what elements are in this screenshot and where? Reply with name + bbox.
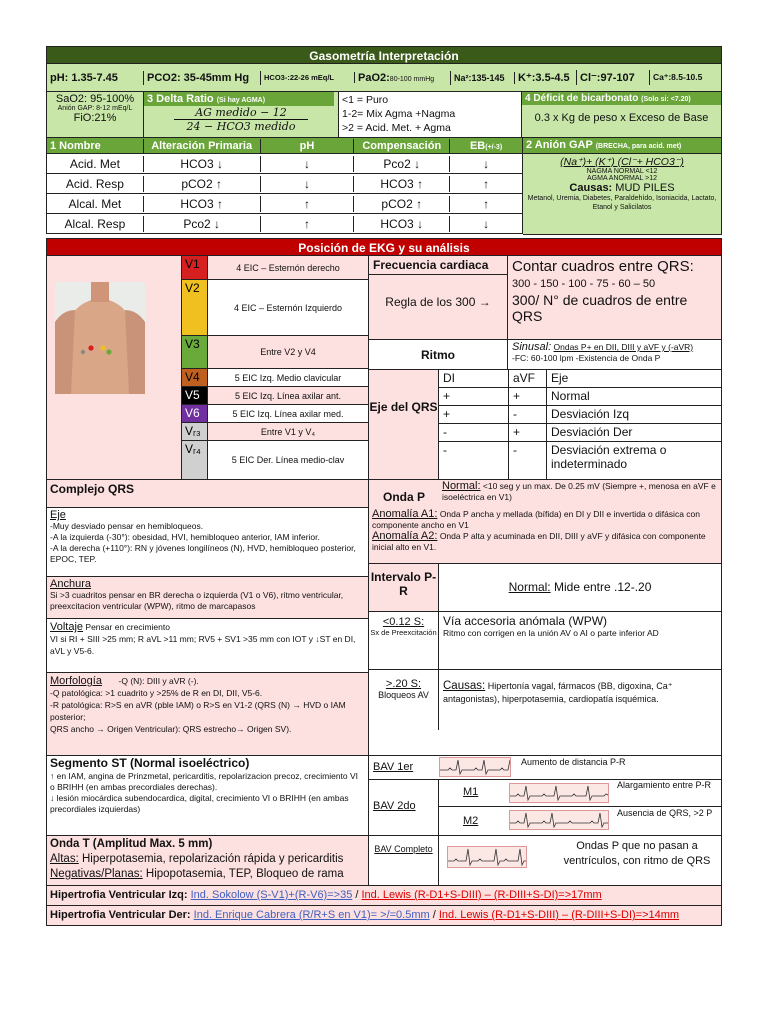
ag-anormal: AGMA ANORMAL >12 (587, 175, 657, 182)
eje-cell: + (509, 424, 547, 441)
gaso-eb: ↑ (483, 176, 490, 191)
electrode-v2 (100, 345, 105, 350)
wpw-text: Ritmo con corrigen en la unión AV o AI o parte inferior AD (443, 628, 659, 638)
hvi-lewis: Ind. Lewis (R-D1+S-DIII) – (R-DIII+S-DI)=>17mm (361, 889, 602, 901)
eje-row (439, 442, 721, 479)
causas-text: Hipertonía vagal, fármacos (BB, digoxina, Ca⁺ antagonistas), hiperpotasemia, cardiopatía isquémica. (443, 681, 673, 704)
h-compensacion: Compensación (354, 139, 450, 153)
delta-sub: (Si hay AGMA) (216, 97, 266, 104)
eje-cell: - (509, 406, 547, 423)
gaso-nombre: Alcal. Met (47, 196, 144, 212)
fc-seq: 300 - 150 - 100 - 75 - 60 – 50 (512, 278, 656, 290)
lead-position: 4 EIC – Esternón derecho (208, 256, 368, 279)
causas-label: Causas: (443, 680, 486, 692)
eje-row (439, 388, 721, 406)
ca: Ca⁺:8.5-10.5 (653, 72, 703, 82)
fc-formula: 300/ N° de cuadros de entre QRS (512, 292, 688, 324)
eje-cell: + (439, 406, 509, 423)
ag-normal: NAGMA NORMAL <12 (586, 168, 658, 175)
m2-strip (509, 810, 609, 830)
st-title: Segmento ST (Normal isoeléctrico) (50, 756, 250, 770)
gaso-compensacion: pCO2 ↑ (354, 196, 450, 212)
pr-012: <0.12 S: (382, 616, 425, 628)
eje-title: Eje del QRS (369, 370, 439, 479)
electrode-v1 (88, 345, 93, 350)
gaso-row (46, 174, 523, 194)
h-ph: pH (261, 139, 355, 153)
hvd-lewis: Ind. Lewis (R-D1+S-DIII) – (R-DIII+S-DI)=>14mm (438, 909, 680, 921)
ag-list: Metanol, Uremia, Diabetes, Paraldehído, Isoniacida, Lactato, Etanol y Salicilatos (527, 195, 717, 211)
negativas-text: Hipopotasemia, TEP, Bloqueo de rama (145, 868, 344, 880)
bavc-strip (447, 846, 527, 868)
bav1-strip (439, 757, 511, 777)
bav1-text: Aumento de distancia P-R (521, 757, 626, 767)
sinusal: Sinusal: (512, 340, 552, 353)
pr-normal: Normal: (508, 580, 551, 594)
lead-row (182, 405, 368, 423)
lead-label: V6 (182, 405, 208, 422)
lead-label: V2 (182, 280, 208, 335)
lead-position: 5 EIC Izq. Línea axilar ant. (208, 387, 368, 404)
eje-t1: -Muy desviado pensar en hemibloqueos. (50, 521, 204, 531)
delta-denominator: 24 − HCO3 medido (186, 120, 296, 133)
anion-gap-normal: Anión GAP: 8-12 mEq/L (57, 105, 133, 112)
lead-row (182, 280, 368, 336)
pco2: PCO2: 35-45mm Hg (144, 71, 261, 85)
delta-r2: 1-2= Mix Agma +Nagma (342, 108, 456, 120)
delta-r3: >2 = Acid. Met. + Agma (342, 122, 451, 134)
ekg-title: Posición de EKG y su análisis (46, 238, 722, 256)
fc-regla: Regla de los 300 → (385, 295, 491, 309)
lead-position: 5 EIC Der. Línea medio-clav (208, 441, 368, 479)
ag-formula: (Na⁺)+ (K⁺) (Cl⁻+ HCO3⁻) (560, 156, 684, 168)
h-alteracion: Alteración Primaria (144, 139, 261, 153)
gaso-compensacion: HCO3 ↓ (354, 216, 450, 232)
bav2: BAV 2do (369, 780, 439, 835)
eje-cell: - (439, 442, 509, 479)
eje-cell: Desviación Der (551, 425, 633, 439)
eje-cell: Desviación extrema o indeterminado (551, 443, 667, 471)
electrode-v3r (81, 350, 85, 354)
a1-text: Onda P ancha y mellada (bífida) en DI y DII e invertida o difásica con componente ancho en V1 (372, 509, 700, 530)
voltaje-text: VI si RI + SIII >25 mm; R aVL >11 mm; RV5 + SV1 >35 mm con IOT y ↓ST en DI, aVL y V5-6. (50, 634, 356, 656)
altas-text: Hiperpotasemia, repolarización rápida y pericarditis (81, 853, 344, 865)
lead-row (182, 387, 368, 405)
gaso-row (46, 194, 523, 214)
negativas-label: Negativas/Planas: (50, 868, 143, 880)
gaso-row (46, 214, 523, 234)
sinusal-desc: Ondas P+ en DII, DIII y aVF y (-aVR) (553, 341, 694, 352)
onda-t-title: Onda T (Amplitud Max. 5 mm) (50, 838, 213, 850)
gaso-ph: ↑ (261, 216, 355, 232)
lead-label: Vᵣ₃ (182, 423, 208, 440)
hvd-cabrera: Ind. Enrique Cabrera (R/R+S en V1)= >/=0.5mm (193, 909, 430, 921)
k: K⁺:3.5-4.5 (515, 70, 577, 85)
ag-title: 2 Anión GAP (526, 139, 593, 151)
eje-cell: DI (439, 370, 509, 387)
delta-title: 3 Delta Ratio (147, 93, 214, 105)
eje-cell: + (509, 388, 547, 405)
lead-position: Entre V2 y V4 (208, 336, 368, 368)
eje-cell: + (439, 388, 509, 405)
pr-020-sub: Bloqueos AV (378, 690, 429, 700)
lead-row (182, 441, 368, 479)
eje-label: Eje (50, 509, 66, 521)
anchura-label: Anchura (50, 578, 91, 590)
ag-sub: (BRECHA, para acid. met) (595, 143, 682, 150)
voltaje-sub: Pensar en crecimiento (85, 622, 170, 632)
h-eb: EB (469, 139, 486, 152)
morf-t3: QRS ancho → Origen Ventricular): QRS estrecho→ Origen SV). (50, 724, 292, 734)
wpw: Vía accesoria anómala (WPW) (443, 614, 608, 628)
hvi-label: Hipertrofia Ventricular Izq: (50, 889, 188, 901)
ph: pH: 1.35-7.45 (47, 71, 144, 85)
bav-completo: BAV Completo (369, 836, 439, 885)
h-nombre: 1 Nombre (47, 139, 144, 153)
pr-normal-text: Mide entre .12-.20 (553, 580, 652, 594)
lead-label: Vᵣ₄ (182, 441, 208, 479)
altas-label: Altas: (50, 853, 79, 865)
electrode-v3 (106, 349, 111, 354)
lead-row (182, 336, 368, 369)
gaso-nombre: Alcal. Resp (47, 216, 144, 232)
eje-cell: - (439, 424, 509, 441)
pr-title: Intervalo P-R (369, 564, 439, 611)
gaso-nombre: Acid. Resp (47, 176, 144, 192)
eje-t2: -A la izquierda (-30°): obesidad, HVI, hemibloqueo anterior, IAM inferior. (50, 532, 320, 542)
deficit-formula: 0.3 x Kg de peso x Exceso de Base (534, 112, 709, 124)
voltaje-label: Voltaje (50, 621, 84, 633)
qrs-title: Complejo QRS (47, 480, 368, 508)
ag-causas: Causas: (569, 182, 613, 194)
lead-position: 4 EIC – Esternón Izquierdo (208, 280, 368, 335)
gaso-alteracion: HCO3 ↑ (144, 196, 261, 212)
eje-cell: Desviación Izq (551, 407, 630, 421)
eje-row (439, 424, 721, 442)
morf-t2: -R patológica: R>S en aVR (pble IAM) o R>S en V1-2 (QRS (N) → HVD o IAM posterior; (50, 700, 346, 722)
anchura-text: Si >3 cuadritos pensar en BR derecha o izquierda (V1 o V6), ritmo ventricular, preexcitacion ventricular (WPW), ritmo de marcapasos (50, 590, 344, 611)
eje-row (439, 370, 721, 388)
bav1: BAV 1er (373, 761, 414, 773)
delta-numerator: AG medido − 12 (174, 106, 308, 120)
a1-label: Anomalía A1: (372, 508, 438, 520)
eje-cell: aVF (509, 370, 547, 387)
lead-row (182, 369, 368, 387)
fc-title: Frecuencia cardiaca (369, 256, 507, 275)
gaso-eb: ↑ (483, 196, 490, 211)
gaso-alteracion: pCO2 ↑ (144, 176, 261, 192)
lead-label: V1 (182, 256, 208, 279)
gaso-eb: ↓ (483, 156, 490, 171)
morf-label: Morfología (50, 675, 102, 687)
eje-row (439, 406, 721, 424)
deficit-sub: (Solo si: <7.20) (641, 96, 691, 103)
morf-sub: -Q (N): DIII y aVR (-). (118, 676, 199, 686)
gaso-nombre: Acid. Met (47, 156, 144, 172)
fc-contar: Contar cuadros entre QRS: (512, 258, 694, 275)
gaso-row (46, 154, 523, 174)
fio2: FiO:21% (73, 112, 117, 124)
onda-p-title: Onda P (382, 490, 425, 504)
eje-t3: -A la derecha (+110°): RN y jóvenes longilíneos (N), HVD, hemibloqueo posterior, EPOC, TEP. (50, 543, 356, 564)
m2-text: Ausencia de QRS, >2 P (617, 808, 713, 818)
pao2-value: 80-100 mmHg (389, 75, 435, 83)
pr-012-sub: Sx de Preexcitación (370, 628, 437, 637)
lead-row (182, 256, 368, 280)
bavc-text: Ondas P que no pasan a ventrículos, con ritmo de QRS (563, 840, 711, 867)
m1-text: Alargamiento entre P-R (617, 780, 712, 790)
eje-cell: Normal (551, 389, 590, 403)
lead-label: V4 (182, 369, 208, 386)
pao2: PaO2: (358, 71, 390, 84)
eje-cell: - (509, 442, 547, 479)
gaso-title: Gasometría Interpretación (46, 46, 722, 64)
gaso-eb: ↓ (483, 216, 490, 231)
gaso-ph: ↑ (261, 196, 355, 212)
a2-text: Onda P alta y acuminada en DII, DIII y aVF y difásica con componente inicial alto en V1. (372, 531, 706, 552)
a2-label: Anomalía A2: (372, 530, 438, 542)
pr-020: >.20 S: (385, 678, 422, 690)
gaso-compensacion: HCO3 ↑ (354, 176, 450, 192)
morf-t1: -Q patológica: >1 cuadrito y >25% de R en DI, DII, V5-6. (50, 688, 263, 698)
delta-r1: <1 = Puro (342, 94, 389, 106)
lead-label: V3 (182, 336, 208, 368)
gaso-ph: ↓ (261, 176, 355, 192)
m2: M2 (463, 815, 479, 827)
eje-cell: Eje (551, 371, 569, 385)
gaso-alteracion: HCO3 ↓ (144, 156, 261, 172)
gaso-alteracion: Pco2 ↓ (144, 216, 261, 232)
hco3: HCO3-:22-26 mEq/L (261, 72, 355, 83)
st-t1: ↑ en IAM, angina de Prinzmetal, pericarditis, repolarizacion precoz, crecimiento VI o BRIHH (en ambas precordiales derechas). (50, 771, 359, 792)
lead-position: Entre V1 y V₄ (208, 423, 368, 440)
lead-label: V5 (182, 387, 208, 404)
deficit-title: 4 Déficit de bicarbonato (525, 93, 639, 104)
h-eb-sub: (+/-3) (485, 143, 503, 151)
st-t2: ↓ lesión miocárdica subendocardica, digital, crecimiento VI o BRIHH (en ambas precordiales izquierdas) (50, 793, 349, 814)
sao2: SaO2: 95-100% (55, 93, 135, 105)
m1-strip (509, 783, 609, 803)
ag-mud: MUD PILES (615, 182, 675, 194)
gaso-compensacion: Pco2 ↓ (354, 156, 450, 172)
hvd-label: Hipertrofia Ventricular Der: (50, 909, 191, 921)
lead-row (182, 423, 368, 441)
chest-image (47, 256, 182, 479)
gaso-ph: ↓ (261, 156, 355, 172)
torso-illustration (55, 282, 145, 394)
cl: Cl⁻:97-107 (577, 70, 650, 85)
lead-position: 5 EIC Izq. Medio clavicular (208, 369, 368, 386)
m1: M1 (463, 786, 479, 798)
ritmo: Ritmo (369, 340, 508, 369)
na: Na²:135-145 (451, 72, 515, 84)
onda-p-normal-text: <10 seg y un max. De 0.25 mV (Siempre +, menosa en aVF e isoeléctrica en V1) (442, 481, 716, 502)
lead-position: 5 EIC Izq. Línea axilar med. (208, 405, 368, 422)
hvi-sokolow: Ind. Sokolow (S-V1)+(R-V6)=>35 (190, 889, 353, 901)
onda-p-normal: Normal: (442, 480, 481, 492)
fc-line: -FC: 60-100 lpm -Existencia de Onda P (512, 352, 661, 363)
